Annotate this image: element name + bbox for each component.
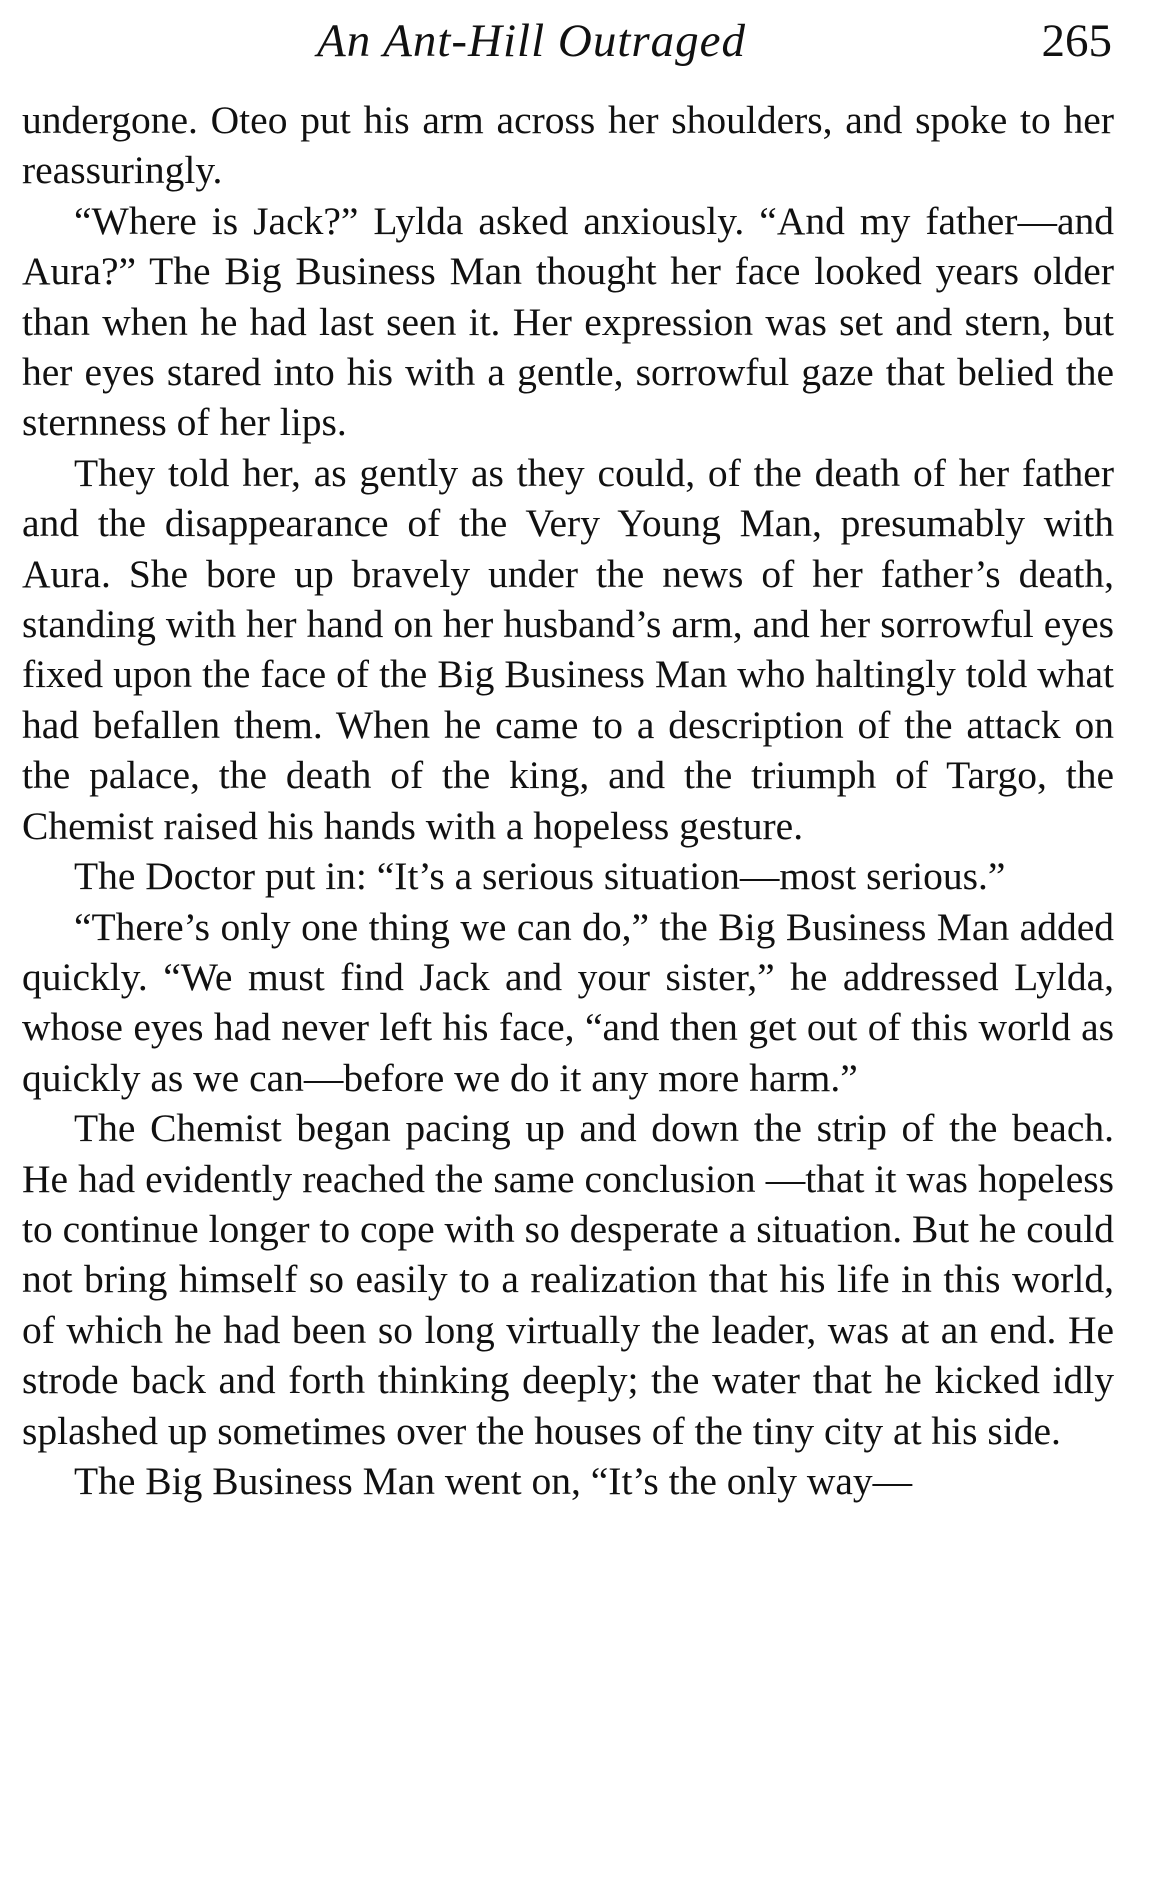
- paragraph-2: “Where is Jack?” Lylda asked anxiously. “And my father—and Aura?” The Big Business Man thought her face looked years older than when he had last seen it. Her expression was set and stern, but her eyes stared into his with a gentle, sorrowful gaze that belied the sternness of her lips.: [22, 198, 1114, 445]
- paragraph-4: The Doctor put in: “It’s a serious situation—most serious.”: [74, 854, 1006, 899]
- body-text: [22, 95, 1114, 1506]
- paragraph-1: undergone. Oteo put his arm across her shoulders, and spoke to her reassuringly.: [22, 98, 1114, 193]
- paragraph-7: The Big Business Man went on, “It’s the only way—: [74, 1458, 913, 1503]
- paragraph-3: They told her, as gently as they could, of the death of her father and the disappearance of the Very Young Man, presumably with Aura. She bore up bravely under the news of her father’s death, standing with her hand on her husband’s arm, and her sorrowful eyes fixed upon the face of the Big Business Man who haltingly told what had befallen them. When he came to a description of the attack on the palace, the death of the king, and the triumph of Targo, the Chemist raised his hands with a hopeless gesture.: [22, 450, 1114, 848]
- paragraph-5: “There’s only one thing we can do,” the Big Business Man added quickly. “We must find Jack and your sister,” he addressed Lylda, whose eyes had never left his face, “and then get out of this world as quickly as we can—before we do it any more harm.”: [22, 904, 1114, 1100]
- running-title: An Ant-Hill Outraged: [317, 15, 747, 67]
- paragraph-6: The Chemist began pacing up and down the strip of the beach. He had evidently reached the same conclusion —that it was hopeless to continue longer to cope with so desperate a situation. But he could not bring himself so easily to a realization that his life in this world, of which he had been so long virtually the leader, was at an end. He strode back and forth thinking deeply; the water that he kicked idly splashed up sometimes over the houses of the tiny city at his side.: [22, 1106, 1114, 1453]
- page-number: 265: [1041, 15, 1112, 67]
- running-head: [22, 14, 1122, 74]
